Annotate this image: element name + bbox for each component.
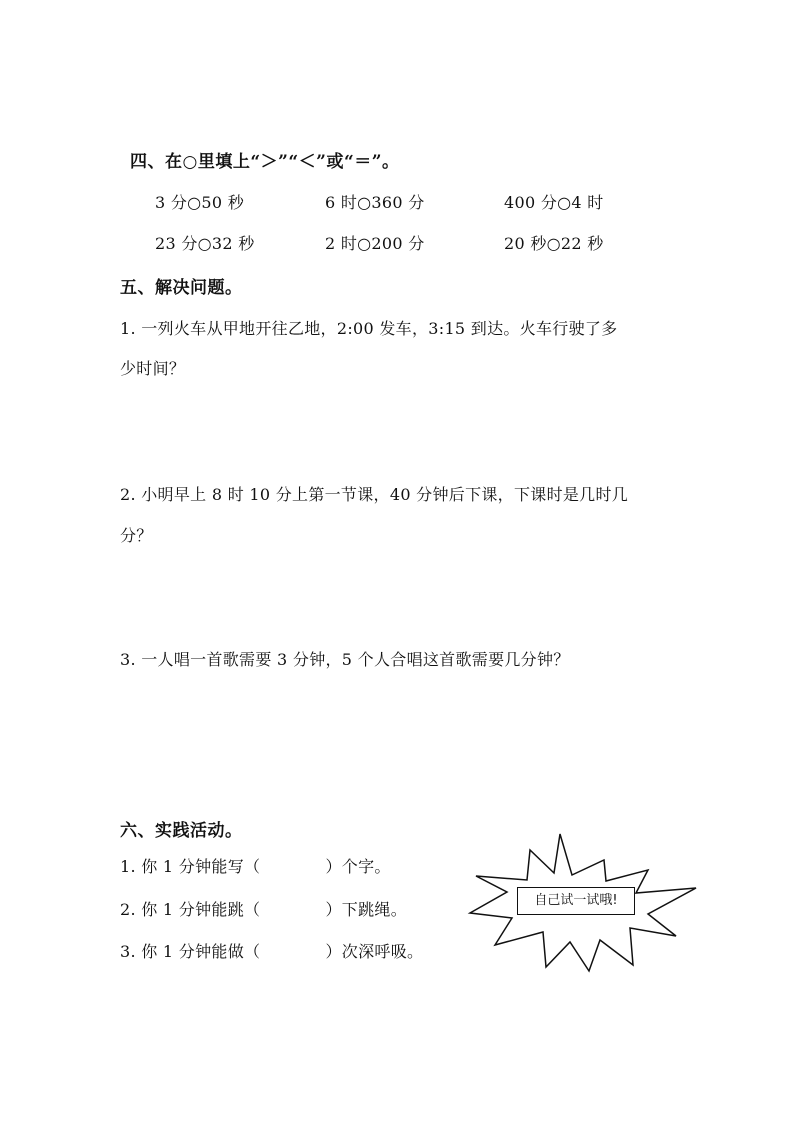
compare-item-4: 23 分○32 秒: [155, 234, 255, 253]
compare-item-5: 2 时○200 分: [325, 234, 425, 253]
activity-item-1: 1. 你 1 分钟能写（ ）个字。: [120, 857, 391, 876]
compare-item-2: 6 时○360 分: [325, 193, 425, 212]
question-2-line-2: 分？: [120, 526, 153, 545]
activity-item-2: 2. 你 1 分钟能跳（ ）下跳绳。: [120, 900, 408, 919]
callout-label: 自己试一试哦!: [517, 887, 635, 915]
compare-item-3: 400 分○4 时: [504, 193, 604, 212]
activity-item-3: 3. 你 1 分钟能做（ ）次深呼吸。: [120, 942, 424, 961]
compare-item-1: 3 分○50 秒: [155, 193, 245, 212]
section-5-title: 五、解决问题。: [120, 278, 243, 298]
section-4-title: 四、在○里填上“＞”“＜”或“＝”。: [130, 152, 400, 172]
question-2-line-1: 2. 小明早上 8 时 10 分上第一节课，40 分钟后下课，下课时是几时几: [120, 485, 629, 504]
compare-item-6: 20 秒○22 秒: [504, 234, 604, 253]
question-1-line-1: 1. 一列火车从甲地开往乙地，2:00 发车，3:15 到达。火车行驶了多: [120, 319, 618, 338]
section-6-title: 六、实践活动。: [120, 821, 243, 841]
question-3: 3. 一人唱一首歌需要 3 分钟，5 个人合唱这首歌需要几分钟？: [120, 650, 570, 669]
question-1-line-2: 少时间？: [120, 359, 186, 378]
